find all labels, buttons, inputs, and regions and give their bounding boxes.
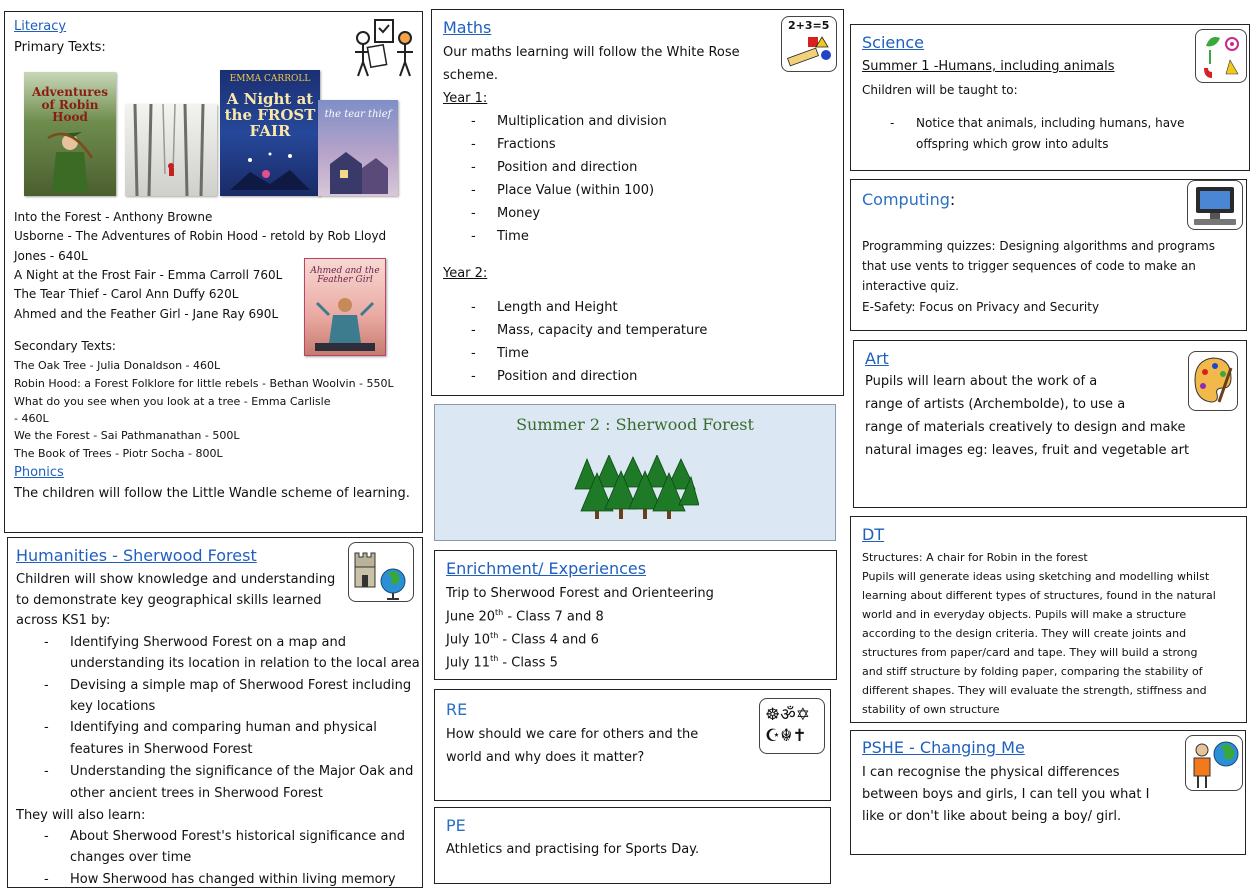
primary-text-line: Usborne - The Adventures of Robin Hood - retold by Rob Lloyd [14,229,387,243]
art-text-line: natural images eg: leaves, fruit and vegetable art [865,443,1190,458]
phonics-heading[interactable]: Phonics [14,465,64,480]
pe-panel [434,807,831,884]
dt-text-line: world and in everyday objects. Pupils will make a structure [862,608,1187,621]
list-item: - Devising a simple map of Sherwood Forest including [70,678,411,693]
art-text-line: range of materials creatively to design and make [865,420,1186,435]
pshe-text-line: I can recognise the physical differences [862,765,1120,780]
enrichment-panel [434,550,837,680]
enrichment-date-row [446,631,599,647]
art-text-line: Pupils will learn about the work of a [865,374,1098,389]
computing-text-line: interactive quiz. [862,279,959,293]
list-item-cont: other ancient trees in Sherwood Forest [70,786,323,801]
phonics-text: The children will follow the Little Wandle scheme of learning. [14,486,410,501]
primary-text-line: Jones - 640L [14,249,88,263]
computing-text-line: that use vents to trigger sequences of code to make an [862,259,1196,273]
year1-label: Year 1: [443,91,488,106]
date-suffix: th [490,654,499,663]
art-heading[interactable]: Art [865,349,889,368]
person-globe-icon [1185,735,1243,791]
list-item-cont: key locations [70,699,156,714]
date-classes: - Class 5 [498,655,558,671]
list-item: - Fractions [497,137,556,152]
dt-text-line: Pupils will generate ideas using sketching and modelling whilst [862,570,1210,583]
enrichment-trip: Trip to Sherwood Forest and Orienteering [446,586,714,601]
primary-text-line: The Tear Thief - Carol Ann Duffy 620L [14,287,239,301]
book-cover-into-the-forest [125,104,217,196]
list-item: - Mass, capacity and temperature [497,323,707,338]
literacy-panel [4,11,423,533]
date-text: July 11 [446,655,491,671]
re-heading: RE [446,700,468,719]
list-item-cont: features in Sherwood Forest [70,742,253,757]
book-cover-frost-fair [220,70,320,196]
computing-heading: Computing [862,190,950,209]
book-title-robin-hood: Adventures of Robin Hood [31,85,108,125]
primary-text-line: Into the Forest - Anthony Browne [14,210,213,224]
list-item: - Multiplication and division [497,114,667,129]
date-suffix: th [495,608,504,617]
list-item: - About Sherwood Forest's historical significance and [70,829,405,844]
secondary-text-line: What do you see when you look at a tree - Emma Carlisle [14,395,331,408]
computing-text-line: E-Safety: Focus on Privacy and Security [862,300,1100,314]
primary-text-line: A Night at the Frost Fair - Emma Carroll 760L [14,268,283,282]
re-text-line: world and why does it matter? [446,750,645,765]
list-item: - Notice that animals, including humans, have [916,116,1185,130]
maths-intro-line: Our maths learning will follow the White Rose [443,45,740,60]
book-title-tear-thief: the tear thief [324,109,392,120]
dt-text-line: and stiff structure by folding paper, comparing the stability of [862,665,1203,678]
religious-symbols-icon [759,698,825,754]
book-title-frost-fair: A Night at the FROST FAIR [224,90,316,140]
date-classes: - Class 7 and 8 [503,609,604,625]
science-heading[interactable]: Science [862,33,925,52]
dt-text-line: different shapes. They will evaluate the strength, stiffness and [862,684,1207,697]
computing-heading-row [862,190,955,209]
dt-heading[interactable]: DT [862,525,885,544]
maths-heading[interactable]: Maths [443,18,492,37]
date-classes: - Class 4 and 6 [498,632,599,648]
secondary-text-line: The Book of Trees - Piotr Socha - 800L [14,447,223,460]
date-text: July 10 [446,632,491,648]
re-text-line: How should we care for others and the [446,727,699,742]
dt-text-line: according to the design criteria. They will create joints and [862,627,1187,640]
dt-text-line: structures from paper/card and tape. They will build a strong [862,646,1198,659]
religious-symbols-row: ☸ॐ✡ [765,705,810,725]
enrichment-date-row [446,654,558,670]
book-author-frost-fair: EMMA CARROLL [229,74,311,84]
pshe-text-line: between boys and girls, I can tell you what I [862,787,1150,802]
science-intro: Children will be taught to: [862,83,1018,97]
book-cover-robin-hood [24,72,116,196]
castle-globe-icon [348,542,414,602]
topic-title: Summer 2 : Sherwood Forest [516,415,754,434]
religious-symbols-row: ☪☬✝ [765,726,807,746]
art-text-line: range of artists (Archembolde), to use a [865,397,1126,412]
secondary-text-line: Robin Hood: a Forest Folklore for little rebels - Bethan Woolvin - 550L [14,377,394,390]
maths-panel [431,9,844,396]
secondary-text-line: The Oak Tree - Julia Donaldson - 460L [14,359,221,372]
computing-heading-suffix: : [949,190,956,209]
maths-intro-line: scheme. [443,68,498,83]
book-cover-tear-thief [318,100,398,196]
dt-text-line: stability of own structure [862,703,1000,716]
sum-icon-text: 2+3=5 [788,19,830,32]
primary-text-line: Ahmed and the Feather Girl - Jane Ray 690L [14,307,279,321]
art-panel [853,340,1247,508]
computing-text-line: Programming quizzes: Designing algorithms and programs [862,239,1215,253]
humanities-intro-line: across KS1 by: [16,613,111,628]
list-item: - Understanding the significance of the Major Oak and [70,764,413,779]
literacy-heading[interactable]: Literacy [14,19,67,34]
secondary-texts-label: Secondary Texts: [14,339,116,353]
maths-symbols-icon [781,16,837,72]
teacher-reading-icon [353,16,417,78]
book-cover-feather-girl [304,258,386,356]
enrichment-date-row [446,608,604,624]
dt-panel [850,516,1247,723]
humanities-panel [7,537,423,888]
science-icon [1195,29,1247,83]
list-item-cont: offspring which grow into adults [916,137,1109,151]
pshe-text-line: like or don't like about being a boy/ girl. [862,809,1122,824]
list-item-cont: changes over time [70,850,192,865]
secondary-text-line: - 460L [14,412,49,425]
book-title-feather-girl: Ahmed and the Feather Girl [310,266,380,286]
humanities-heading[interactable]: Humanities - Sherwood Forest [16,546,257,565]
primary-texts-label: Primary Texts: [14,40,106,55]
also-learn-label: They will also learn: [16,808,146,823]
list-item: - Place Value (within 100) [497,183,654,198]
pe-heading: PE [446,816,466,835]
date-text: June 20 [446,609,495,625]
list-item-cont: understanding its location in relation to the local area [70,656,420,671]
list-item: - Time [497,229,529,244]
list-item: - How Sherwood has changed within living memory [70,872,396,887]
list-item: - Identifying and comparing human and physical [70,720,377,735]
science-panel [850,24,1250,171]
year2-label: Year 2: [443,266,488,281]
date-suffix: th [490,631,499,640]
list-item: - Identifying Sherwood Forest on a map and [70,635,346,650]
list-item: - Position and direction [497,369,637,384]
pshe-heading[interactable]: PSHE - Changing Me [862,738,1025,757]
topic-title-panel [434,404,836,541]
enrichment-heading[interactable]: Enrichment/ Experiences [446,559,647,578]
humanities-intro-line: Children will show knowledge and understanding [16,572,336,587]
computing-panel [850,179,1247,331]
dt-text-line: Structures: A chair for Robin in the forest [862,551,1088,564]
humanities-intro-line: to demonstrate key geographical skills learned [16,593,322,608]
list-item: - Position and direction [497,160,637,175]
forest-trees-icon [573,455,699,521]
re-panel [434,689,831,801]
secondary-text-line: We the Forest - Sai Pathmanathan - 500L [14,429,240,442]
list-item: - Length and Height [497,300,618,315]
pe-text: Athletics and practising for Sports Day. [446,842,700,857]
pshe-panel [850,730,1246,855]
computer-icon [1187,180,1243,230]
dt-text-line: learning about different types of structures, found in the natural [862,589,1216,602]
list-item: - Time [497,346,529,361]
list-item: - Money [497,206,540,221]
paint-palette-icon [1188,351,1238,411]
science-subheading: Summer 1 -Humans, including animals [862,59,1115,74]
